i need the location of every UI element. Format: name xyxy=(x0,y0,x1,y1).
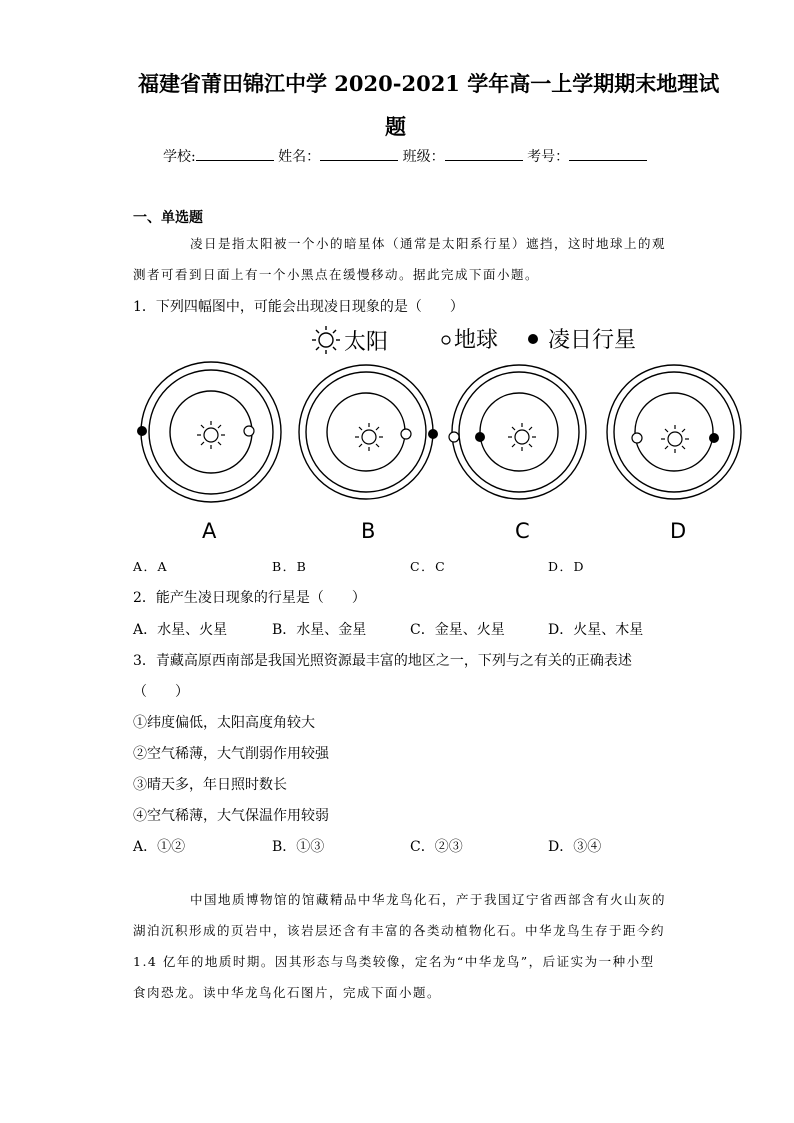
sun-icon xyxy=(661,425,689,453)
legend-planet-label: 凌日行星 xyxy=(548,328,637,353)
diagram-label-d: D xyxy=(670,519,687,543)
passage2-line3: 1.4 亿年的地质时期。因其形态与鸟类较像，定名为“中华龙鸟”，后证实为一种小型 xyxy=(133,954,655,969)
legend-sun-icon xyxy=(312,326,340,354)
section-heading: 一、单选题 xyxy=(133,210,203,226)
diagram-label-c: C xyxy=(515,519,530,543)
q3-option-b[interactable]: B．①③ xyxy=(272,839,325,855)
q2-option-c[interactable]: C．金星、火星 xyxy=(410,622,505,638)
diagram-label-a: A xyxy=(202,519,217,543)
q1-option-a[interactable]: A．A xyxy=(133,559,169,574)
school-field[interactable] xyxy=(196,146,274,161)
q2-option-a[interactable]: A．水星、火星 xyxy=(133,622,228,638)
q3-stem: 3．青藏高原西南部是我国光照资源最丰富的地区之一，下列与之有关的正确表述 xyxy=(133,653,632,669)
q3-statement-4: ④空气稀薄，大气保温作用较弱 xyxy=(133,808,329,824)
q3-stem-cont: （ ） xyxy=(133,684,189,700)
legend-planet-icon xyxy=(528,334,538,344)
planet-marker xyxy=(709,433,719,443)
planet-marker xyxy=(137,426,147,436)
passage2-line4: 食肉恐龙。读中华龙鸟化石图片，完成下面小题。 xyxy=(133,985,442,1000)
legend-sun-label: 太阳 xyxy=(344,330,389,355)
info-line xyxy=(163,146,647,166)
sun-icon xyxy=(197,421,225,449)
diagram-label-b: B xyxy=(361,519,376,543)
q1-option-b[interactable]: B．B xyxy=(272,559,308,574)
school-label: 学校: xyxy=(163,149,196,165)
name-field[interactable] xyxy=(320,146,398,161)
earth-marker xyxy=(632,433,642,443)
diagram-a xyxy=(137,362,281,502)
q3-option-d[interactable]: D．③④ xyxy=(548,839,602,855)
earth-marker xyxy=(244,426,254,436)
passage2-line2: 湖泊沉积形成的页岩中，该岩层还含有丰富的各类动植物化石。中华龙鸟生存于距今约 xyxy=(133,923,666,938)
earth-marker xyxy=(449,432,459,442)
q3-statement-2: ②空气稀薄，大气削弱作用较强 xyxy=(133,746,329,762)
q3-option-a[interactable]: A．①② xyxy=(133,839,186,855)
name-label: 姓名： xyxy=(278,149,321,165)
q2-option-b[interactable]: B．水星、金星 xyxy=(272,622,367,638)
page-title-cont: 题 xyxy=(385,114,406,139)
class-field[interactable] xyxy=(445,146,523,161)
q2-stem: 2．能产生凌日现象的行星是（ ） xyxy=(133,590,366,606)
q3-statement-1: ①纬度偏低，太阳高度角较大 xyxy=(133,715,315,731)
diagram-b xyxy=(299,365,438,499)
earth-marker xyxy=(401,429,411,439)
q1-option-c[interactable]: C．C xyxy=(410,559,447,574)
exam-no-field[interactable] xyxy=(569,146,647,161)
sun-icon xyxy=(508,423,536,451)
legend-earth-icon xyxy=(442,336,450,344)
q1-stem: 1．下列四幅图中，可能会出现凌日现象的是（ ） xyxy=(133,299,464,315)
page-title: 福建省莆田锦江中学 2020-2021 学年高一上学期期末地理试 xyxy=(138,71,720,96)
transit-figure xyxy=(130,322,750,544)
passage1-line1: 凌日是指太阳被一个小的暗星体（通常是太阳系行星）遮挡，这时地球上的观 xyxy=(190,236,667,251)
q2-option-d[interactable]: D．火星、木星 xyxy=(548,622,644,638)
planet-marker xyxy=(428,429,438,439)
passage1-line2: 测者可看到日面上有一个小黑点在缓慢移动。据此完成下面小题。 xyxy=(133,267,540,282)
planet-marker xyxy=(475,432,485,442)
q3-option-c[interactable]: C．②③ xyxy=(410,839,463,855)
diagram-d xyxy=(607,365,741,499)
q3-statement-3: ③晴天多，年日照时数长 xyxy=(133,777,287,793)
sun-icon xyxy=(355,423,383,451)
q1-option-d[interactable]: D．D xyxy=(548,559,586,574)
passage2-line1: 中国地质博物馆的馆藏精品中华龙鸟化石，产于我国辽宁省西部含有火山灰的 xyxy=(190,892,667,907)
legend-earth-label: 地球 xyxy=(454,328,499,353)
exam-no-label: 考号： xyxy=(527,149,570,165)
class-label: 班级： xyxy=(402,149,445,165)
diagram-c xyxy=(449,365,586,499)
